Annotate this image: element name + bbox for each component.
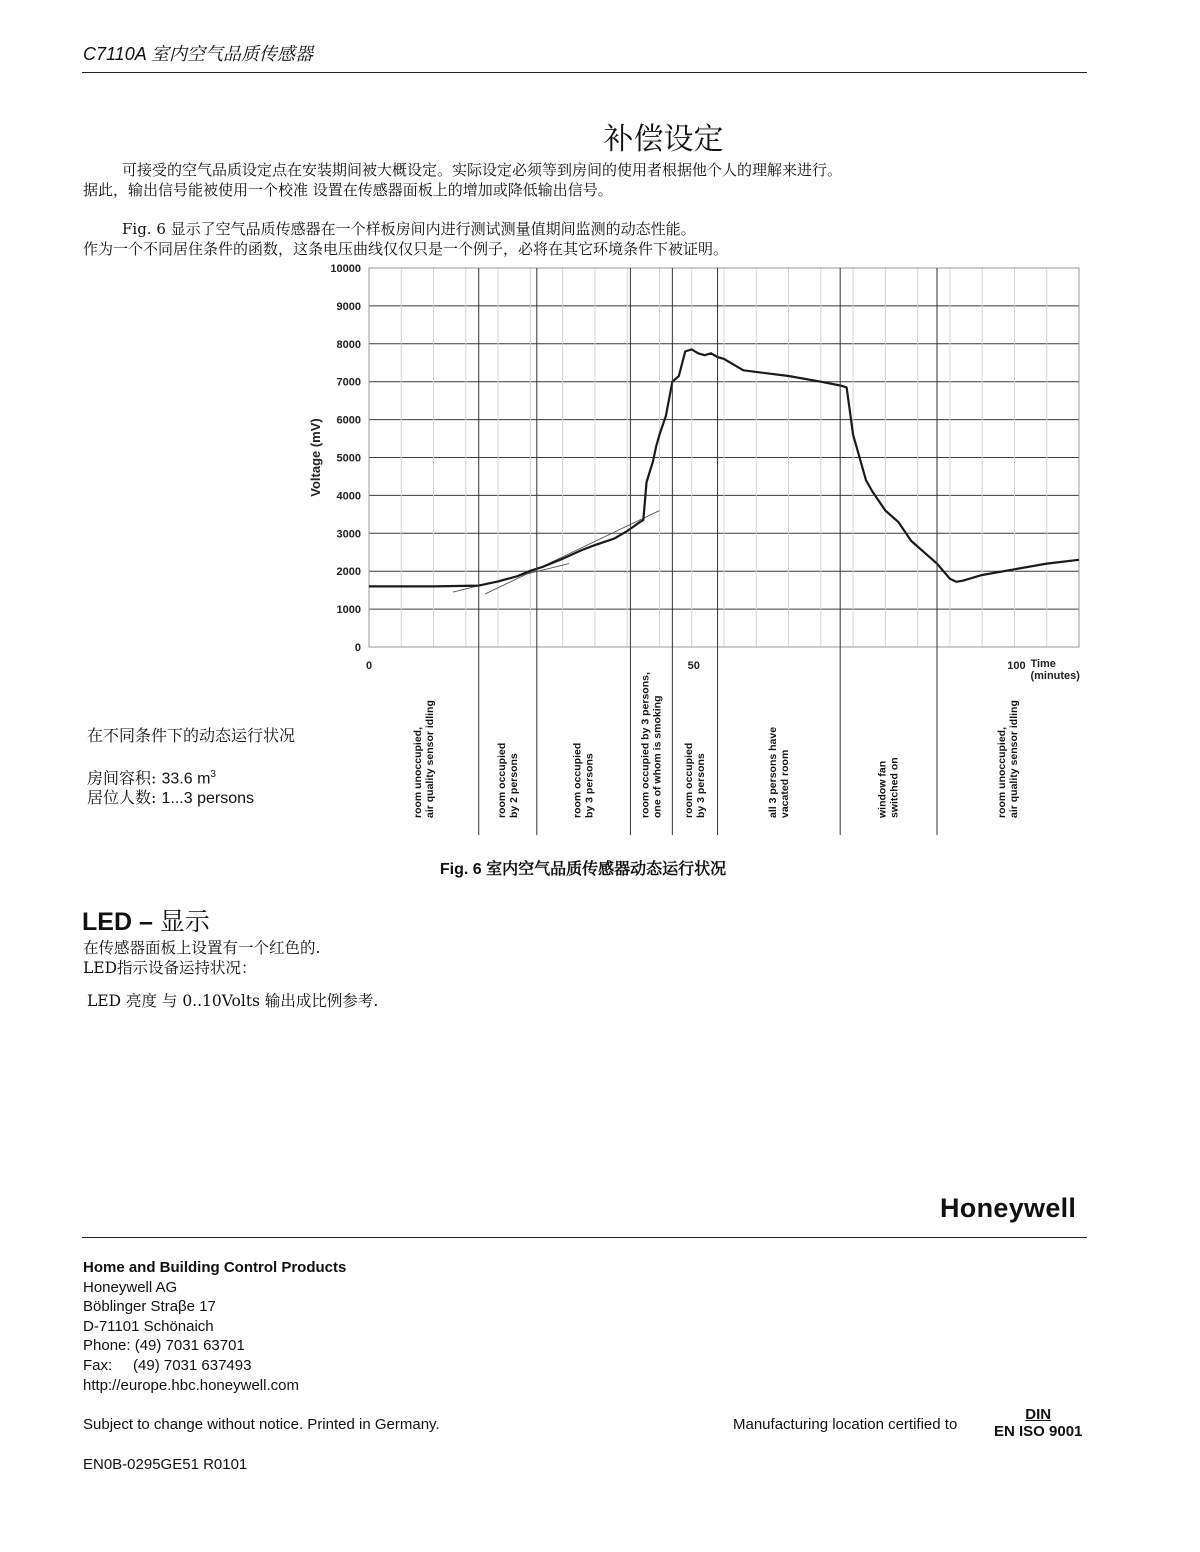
phase-label: [496, 743, 520, 818]
y-tick-label: 9000: [336, 300, 361, 313]
room-volume-value: 33.6 m: [161, 770, 211, 788]
company-name: Home and Building Control Products: [83, 1259, 347, 1276]
section-title: 补偿设定: [603, 122, 724, 157]
phase-divider-lines: [479, 268, 937, 835]
paragraph-2-line-1: Fig. 6 显示了空气品质传感器在一个样板房间内进行测试测量值期间监测的动态性能。: [122, 220, 696, 238]
fax-line: Fax: (49) 7031 637493: [83, 1356, 252, 1374]
address-line: D-71101 Schönaich: [83, 1317, 214, 1335]
phase-label: [877, 757, 901, 819]
phase-label-line: one of whom is smoking: [651, 695, 664, 818]
y-tick-label: 10000: [330, 263, 361, 275]
x-tick-label: 0: [365, 660, 373, 672]
y-tick-label: 3000: [336, 528, 361, 541]
room-conditions-heading: 在不同条件下的动态运行状况: [87, 726, 296, 745]
led-title-cn: 显示: [159, 907, 210, 936]
phase-label-line: room occupied by 3 persons,: [639, 672, 652, 818]
y-tick-label: 5000: [336, 452, 361, 465]
phase-label-line: switched on: [888, 757, 901, 818]
phase-label-line: room occupied: [495, 742, 508, 818]
phase-label-line: room occupied: [571, 742, 584, 818]
phase-label: [683, 743, 707, 818]
phase-label-line: air quality sensor idling: [1008, 700, 1020, 818]
x-tick-labels: [366, 660, 1026, 672]
led-line-3: LED 亮度 与 0..10Volts 输出成比例参考.: [87, 992, 379, 1010]
phase-label-line: all 3 persons have: [766, 726, 779, 818]
iso-standard: EN ISO 9001: [994, 1423, 1083, 1440]
notice-text: Subject to change without notice. Printed in Germany.: [83, 1416, 440, 1433]
phase-label-line: room unoccupied,: [996, 726, 1008, 818]
website-link[interactable]: http://europe.hbc.honeywell.com: [83, 1376, 299, 1394]
room-volume-unit-exponent: 3: [210, 769, 216, 780]
led-section-title: [82, 902, 210, 938]
address-line: Honeywell AG: [83, 1278, 178, 1296]
phase-label-line: by 2 persons: [507, 753, 520, 818]
certification-mark: [994, 1406, 1082, 1440]
address-line: Böblinger Straβe 17: [83, 1298, 216, 1316]
x-tick-label: 50: [687, 660, 700, 672]
honeywell-logo: Honeywell: [940, 1193, 1077, 1223]
paragraph-2-line-2: 作为一个不同居住条件的函数，这条电压曲线仅仅只是一个例子，必将在其它环境条件下被证明。: [83, 240, 729, 258]
x-axis-label-line-2: (minutes): [1030, 670, 1080, 682]
company-address-block: [83, 1258, 346, 1395]
led-line-2: LED指示设备运持状况：: [83, 959, 257, 977]
room-occupants-label: 居位人数:: [87, 788, 162, 807]
y-axis-label: Voltage (mV): [308, 418, 323, 497]
room-volume-label: 房间容积:: [87, 768, 162, 788]
y-tick-label: 1000: [336, 604, 361, 617]
phase-label-line: by 3 persons: [694, 753, 707, 818]
led-title-en: LED –: [82, 908, 160, 936]
phase-labels: [412, 672, 1020, 819]
y-tick-label: 0: [354, 642, 361, 654]
paragraph-1-line-1: 可接受的空气品质设定点在安装期间被大概设定。实际设定必须等到房间的使用者根据他个人的理解来进行。: [122, 161, 843, 179]
phase-label-line: room occupied: [682, 742, 695, 818]
y-tick-label: 2000: [336, 566, 361, 579]
y-tick-label: 8000: [336, 338, 361, 351]
document-number: EN0B-0295GE51 R0101: [83, 1456, 248, 1473]
y-tick-label: 6000: [336, 414, 361, 427]
trend-line: [485, 511, 659, 594]
phase-label: [412, 700, 436, 818]
din-mark: DIN: [1025, 1406, 1052, 1423]
figure-caption: Fig. 6 室内空气品质传感器动态运行状况: [439, 861, 727, 878]
phase-label: [639, 672, 663, 818]
phase-boundary-lines: [401, 268, 1046, 647]
phase-label-line: by 3 persons: [583, 753, 596, 818]
phase-label: [572, 743, 596, 818]
paragraph-1-line-2: 据此，输出信号能被使用一个校准 设置在传感器面板上的增加或降低输出信号。: [83, 181, 613, 199]
y-tick-label: 7000: [336, 376, 361, 389]
phase-label: [767, 727, 791, 818]
footer-divider: [82, 1237, 1087, 1238]
phone-line: Phone: (49) 7031 63701: [83, 1337, 245, 1355]
led-line-1: 在传感器面板上设置有一个红色的.: [83, 939, 321, 957]
phase-label-line: window fan: [876, 760, 889, 818]
x-axis-label-line-1: Time: [1030, 658, 1056, 670]
document-header-title: C7110A 室内空气品质传感器: [83, 44, 314, 64]
phase-label-line: room unoccupied,: [411, 726, 424, 818]
y-tick-label: 4000: [336, 490, 361, 503]
x-tick-label: 100: [1007, 660, 1026, 672]
phase-label: [996, 700, 1020, 818]
phase-label-line: vacated room: [778, 749, 791, 818]
room-occupants-value: 1...3 persons: [161, 790, 254, 807]
certification-text: Manufacturing location certified to: [733, 1416, 958, 1433]
y-tick-labels: [330, 263, 361, 654]
trend-lines: [453, 511, 660, 594]
phase-label-line: air quality sensor idling: [423, 700, 436, 818]
